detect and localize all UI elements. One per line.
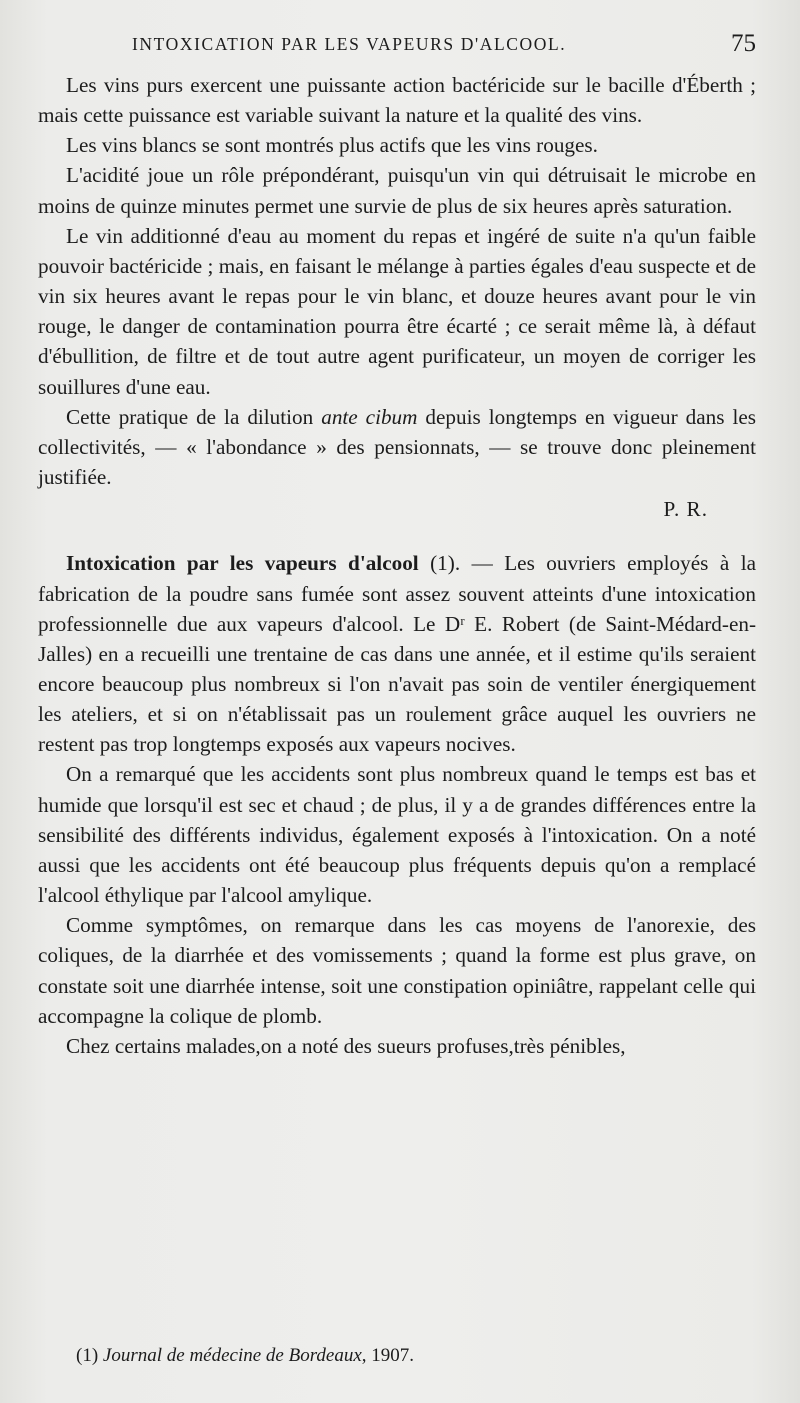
footnote-marker: (1) bbox=[76, 1345, 103, 1366]
footnote bbox=[76, 1342, 414, 1370]
footnote-source: Journal de médecine de Bordeaux bbox=[102, 1345, 362, 1366]
paragraph-5-start: Cette pratique de la dilution bbox=[66, 404, 322, 429]
paragraph-5-end: depuis longtemps en vigueur dans les collectivités, — « l'abondance » des pensionnats, — se trouve donc pleinement justifiée. bbox=[38, 404, 756, 490]
running-title: INTOXICATION PAR LES VAPEURS D'ALCOOL. bbox=[132, 34, 567, 54]
paragraph-1: Les vins purs exercent une puissante action bactéricide sur le bacille d'Éberth ; mais cette puissance est variable suivant la nature et la qualité des vins. bbox=[38, 73, 756, 128]
paragraph-4: Le vin additionné d'eau au moment du repas et ingéré de suite n'a qu'un faible pouvoir bactéricide ; mais, en faisant le mélange à parties égales d'eau suspecte et de vin six heures avant le repas pour le vin blanc, et douze heures avant pour le vin rouge, le danger de contamination pourra être écarté ; ce serait même là, à défaut d'ébullition, de filtre et de tout autre agent purificateur, un moyen de corriger les souillures d'une eau. bbox=[38, 223, 756, 399]
paragraph-6-text: — Les ouvriers employés à la fabrication de la poudre sans fumée sont assez souvent atteints d'une intoxication professionnelle due aux vapeurs d'alcool. Le Dʳ E. Robert (de Saint-Médard-en-Jalles) en a recueilli une trentaine de cas dans une année, et il estime qu'ils seraient encore beaucoup plus nombreux si l'on n'avait pas soin de ventiler énergiquement les ateliers, et si on n'établissait pas un roulement grâce auquel les ouvriers ne restent pas trop longtemps exposés aux vapeurs nocives. bbox=[38, 551, 756, 757]
paragraph-2: Les vins blancs se sont montrés plus actifs que les vins rouges. bbox=[66, 133, 598, 158]
paragraph-5 bbox=[38, 402, 756, 492]
paragraph-7: On a remarqué que les accidents sont plus nombreux quand le temps est bas et humide que lorsqu'il est sec et chaud ; de plus, il y a de grandes différences entre la sensibilité des différents individus, également exposés à l'intoxication. On a noté aussi que les accidents ont été beaucoup plus fréquents depuis qu'on a remplacé l'alcool éthylique par l'alcool amylique. bbox=[38, 762, 756, 908]
body-text bbox=[38, 70, 756, 1061]
paragraph-3: L'acidité joue un rôle prépondérant, puisqu'un vin qui détruisait le microbe en moins de quinze minutes permet une survie de plus de six heures après saturation. bbox=[38, 163, 756, 218]
author-signature: P. R. bbox=[663, 497, 708, 522]
section-heading: Intoxication par les vapeurs d'alcool bbox=[66, 551, 419, 576]
footnote-reference: (1). bbox=[418, 551, 461, 576]
paragraph-9: Chez certains malades,on a noté des sueurs profuses,très pénibles, bbox=[66, 1033, 626, 1058]
footnote-year: , 1907. bbox=[361, 1345, 415, 1366]
running-header bbox=[40, 30, 756, 60]
paragraph-6 bbox=[38, 548, 756, 759]
latin-phrase: ante cibum bbox=[321, 404, 418, 429]
page-number: 75 bbox=[731, 30, 756, 57]
paragraph-8: Comme symptômes, on remarque dans les cas moyens de l'anorexie, des coliques, de la diarrhée et des vomissements ; quand la forme est plus grave, on constate soit une diarrhée intense, soit une constipation opiniâtre, rappelant celle qui accompagne la colique de plomb. bbox=[38, 913, 756, 1028]
